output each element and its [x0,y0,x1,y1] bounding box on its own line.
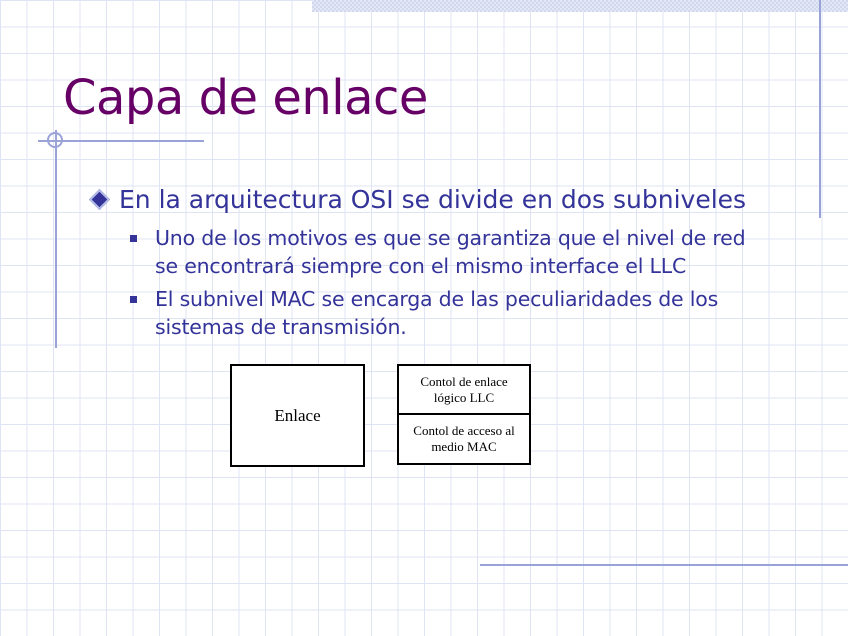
bullet-text: En la arquitectura OSI se divide en dos subniveles [119,185,747,214]
llc-label: Contol de enlace lógico LLC [420,373,508,405]
square-bullet-icon [130,235,137,242]
sub-bullet-list [130,224,770,346]
mac-label: Contol de acceso al medio MAC [413,423,515,454]
enlace-box [230,364,365,467]
crosshair-circle-icon [47,132,63,148]
llc-cell [399,366,529,415]
mac-cell [399,415,529,463]
decorative-bottom-line [480,564,848,566]
sublayers-box [397,364,531,465]
sub-bullet-text: Uno de los motivos es que se garantiza que el nivel de red se encontrará siempre con el mismo interface el LLC [155,226,746,278]
decorative-vertical-line [55,130,57,348]
sub-bullet-item [130,285,770,341]
sub-bullet-text: El subnivel MAC se encarga de las peculiaridades de los sistemas de transmisión. [155,287,719,339]
decorative-vertical-line [819,0,821,218]
slide-title: Capa de enlace [63,70,428,126]
decorative-top-band [312,0,848,12]
enlace-label: Enlace [274,405,321,425]
bullet-item [88,185,808,215]
diamond-bullet-icon [89,189,110,210]
sub-bullet-item [130,224,770,280]
square-bullet-icon [130,296,137,303]
